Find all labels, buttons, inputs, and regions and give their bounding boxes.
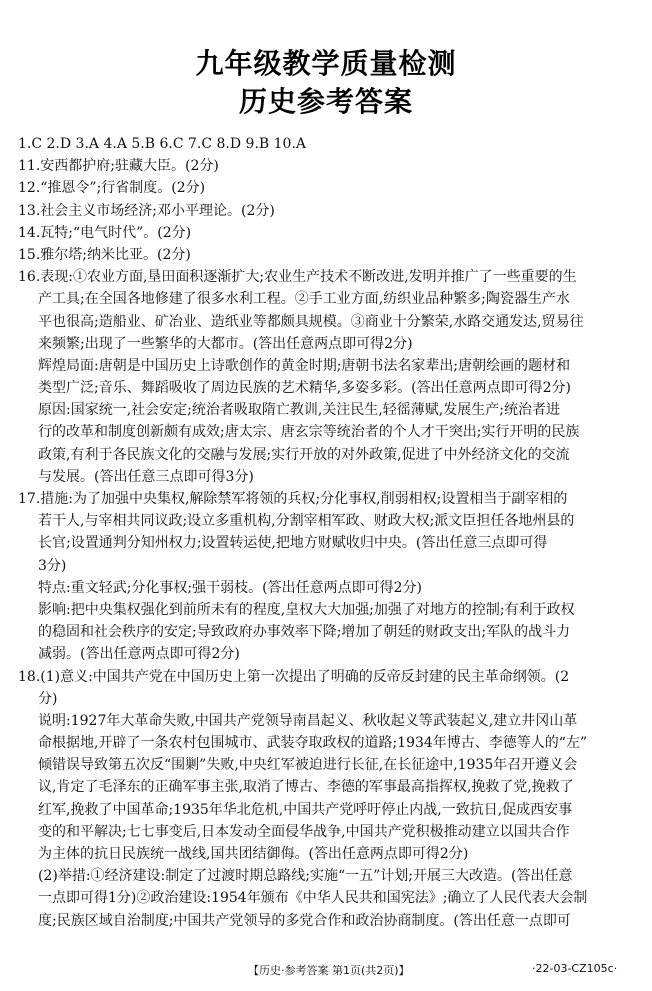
answer-line: 3分) <box>38 557 67 574</box>
answer-line: 长官;设置通判分知州权力;设置转运使,把地方财赋收归中央。(答出任意三点即可得 <box>38 535 548 552</box>
answer-line: 辉煌局面:唐朝是中国历史上诗歌创作的黄金时期;唐朝书法名家辈出;唐朝绘画的题材和 <box>38 357 571 374</box>
answer-line: 11.安西都护府;驻藏大臣。(2分) <box>18 158 219 175</box>
answer-line: 类型广泛;音乐、舞蹈吸收了周边民族的艺术精华,多姿多彩。(答出任意两点即可得2分) <box>38 380 571 397</box>
footer-page-info: 【历史·参考答案 第1页(共2页)】 <box>248 964 410 977</box>
answer-line: 1.C 2.D 3.A 4.A 5.B 6.C 7.C 8.D 9.B 10.A <box>18 136 307 152</box>
answer-line: 特点:重文轻武;分化事权;强干弱枝。(答出任意两点即可得2分) <box>38 579 422 596</box>
answer-line: (2)举措:①经济建设:制定了过渡时期总路线;实施“一五”计划;开展三大改造。(答出任意 <box>38 868 573 885</box>
answer-line: 来频繁;出现了一些繁华的大都市。(答出任意两点即可得2分) <box>38 335 413 352</box>
answer-line: 产工具;在全国各地修建了很多水利工程。②手工业方面,纺织业品种繁多;陶瓷器生产水 <box>38 291 570 308</box>
answer-line: 议,肯定了毛泽东的正确军事主张,取消了博古、李德的军事最高指挥权,挽救了党,挽救了 <box>38 779 574 796</box>
page-title: 九年级教学质量检测 <box>195 47 457 80</box>
answer-line: 命根据地,开辟了一条农村包围城市、武装夺取政权的道路;1934年博古、李德等人的“左” <box>38 735 588 752</box>
answer-line: 15.雅尔塔;纳米比亚。(2分) <box>18 246 191 263</box>
answer-body <box>18 133 638 932</box>
answer-line: 原因:国家统一,社会安定;统治者吸取隋亡教训,关注民生,轻徭薄赋,发展生产;统治者进 <box>38 402 560 419</box>
answer-line: 18.(1)意义:中国共产党在中国历史上第一次提出了明确的反帝反封建的民主革命纲领。(2 <box>18 668 570 685</box>
answer-line: 红军,挽救了中国革命;1935年华北危机,中国共产党呼吁停止内战,一致抗日,促成西安事 <box>38 801 573 818</box>
answer-line: 分) <box>38 690 58 707</box>
answer-line: 为主体的抗日民族统一战线,国共团结御侮。(答出任意两点即可得2分) <box>38 846 469 862</box>
answer-line: 行的改革和制度创新颇有成效;唐太宗、唐玄宗等统治者的个人才干突出;实行开明的民族 <box>38 424 580 441</box>
answer-line: 度;民族区域自治制度;中国共产党领导的多党合作和政治协商制度。(答出任意一点即可 <box>38 912 571 929</box>
answer-line: 一点即可得1分)②政治建设:1954年颁布《中华人民共和国宪法》;确立了人民代表大会制 <box>38 890 588 907</box>
answer-line: 变的和平解决;七七事变后,日本发动全面侵华战争,中国共产党积极推动建立以国共合作 <box>38 823 570 840</box>
answer-line: 政策,有利于各民族文化的交融与发展;实行开放的对外政策,促进了中外经济文化的交流 <box>38 446 570 463</box>
answer-line: 说明:1927年大革命失败,中国共产党领导南昌起义、秋收起义等武装起义,建立井冈山革 <box>38 712 578 729</box>
answer-line: 14.瓦特;“电气时代”。(2分) <box>18 224 192 241</box>
answer-line: 16.表现:①农业方面,垦田面积逐渐扩大;农业生产技术不断改进,发明并推广了一些重要的生 <box>18 269 577 286</box>
answer-line: 13.社会主义市场经济;邓小平理论。(2分) <box>18 202 275 219</box>
answer-line: 12.“推恩令”;行省制度。(2分) <box>18 180 206 197</box>
answer-line: 与发展。(答出任意三点即可得3分) <box>38 468 254 485</box>
answer-line: 影响:把中央集权强化到前所未有的程度,皇权大大加强;加强了对地方的控制;有利于政权 <box>38 601 575 618</box>
answer-line: 17.措施:为了加强中央集权,解除禁军将领的兵权;分化事权,削弱相权;设置相当于副宰相的 <box>18 491 568 507</box>
footer-code: ·22-03-CZ105c· <box>532 962 618 975</box>
page-subtitle: 历史参考答案 <box>238 85 413 118</box>
answer-line: 平也很高;造船业、矿冶业、造纸业等都颇具规模。③商业十分繁荣,水路交通发达,贸易往 <box>38 313 584 330</box>
answer-line: 倾错误导致第五次反“围剿”失败,中央红军被迫进行长征,在长征途中,1935年召开遵义会 <box>38 757 578 774</box>
answer-line: 减弱。(答出任意两点即可得2分) <box>38 646 240 663</box>
answer-line: 若干人,与宰相共同议政;设立多重机构,分割宰相军政、财政大权;派文臣担任各地州县的 <box>38 513 575 530</box>
answer-line: 的稳固和社会秩序的安定;导致政府办事效率下降;增加了朝廷的财政支出;军队的战斗力 <box>38 624 571 641</box>
